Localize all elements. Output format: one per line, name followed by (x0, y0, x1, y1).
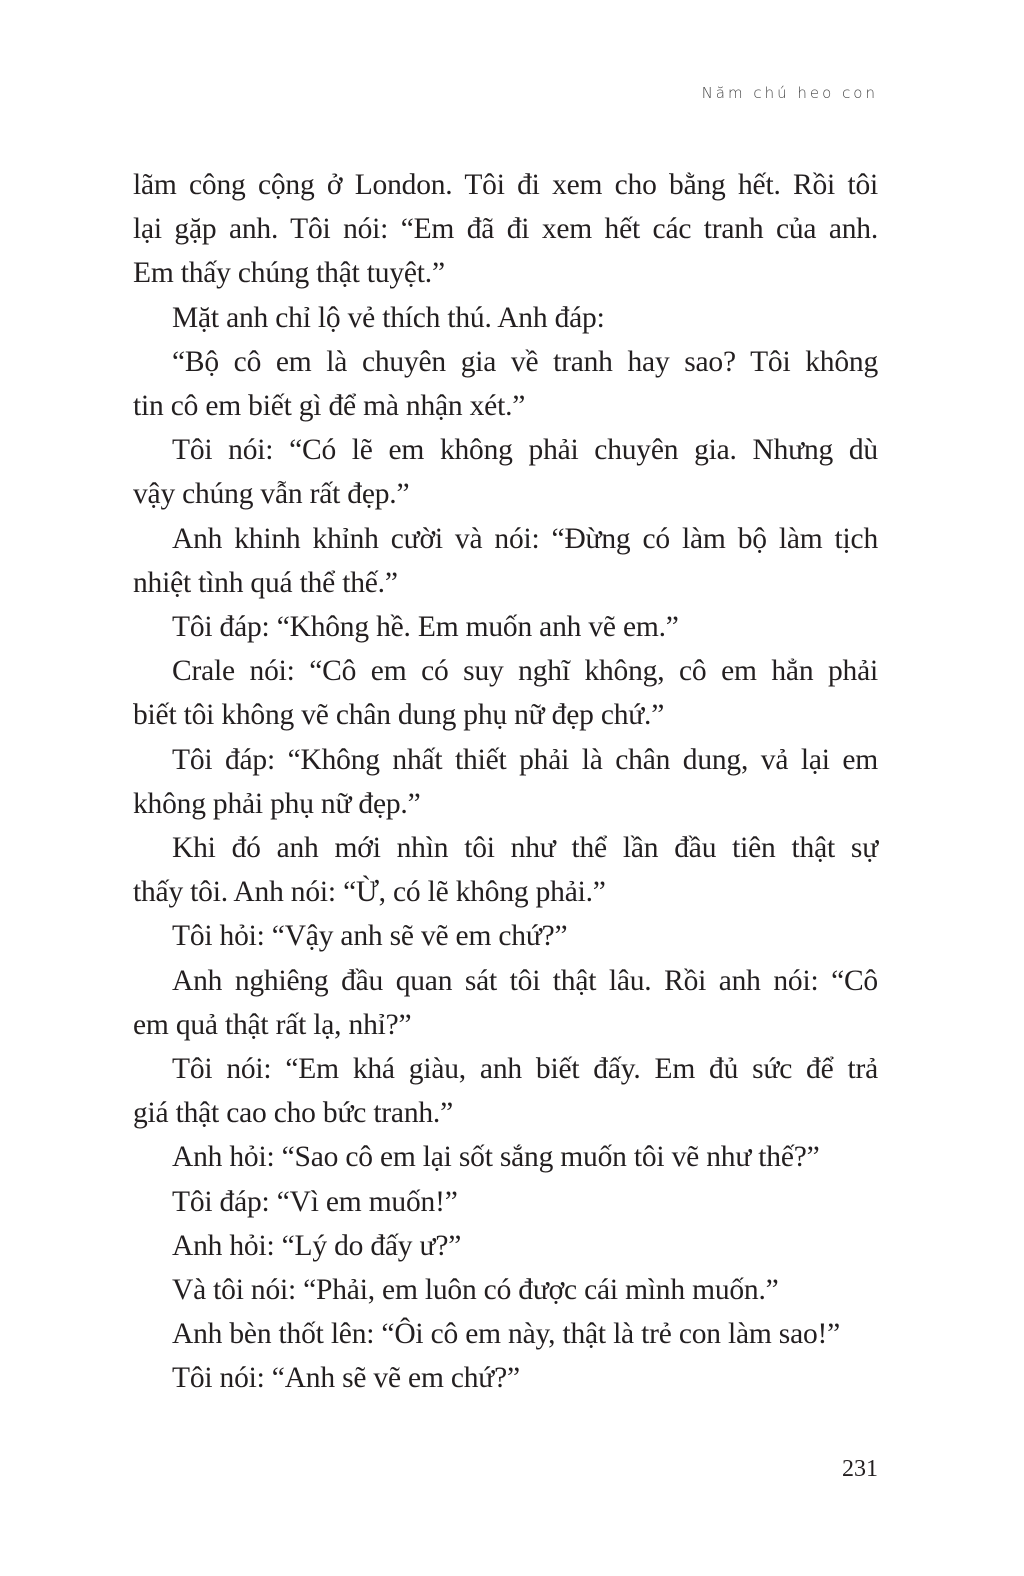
paragraph (133, 517, 878, 605)
text-line: Tôi đáp: “Vì em muốn!” (172, 1185, 458, 1218)
paragraph (133, 649, 878, 737)
text-line: Anh bèn thốt lên: “Ôi cô em này, thật là trẻ con làm sao!” (172, 1318, 841, 1351)
text-line: Anh hỏi: “Sao cô em lại sốt sắng muốn tôi vẽ như thế?” (172, 1141, 820, 1174)
paragraph (133, 826, 878, 914)
paragraph (133, 605, 878, 649)
text-line: Và tôi nói: “Phải, em luôn có được cái mình muốn.” (172, 1274, 779, 1307)
paragraph (133, 1224, 878, 1268)
text-line: lại gặp anh. Tôi nói: “Em đã đi xem hết các tranh của anh. (133, 213, 878, 246)
page-number: 231 (842, 1456, 878, 1482)
text-line: Tôi nói: “Có lẽ em không phải chuyên gia. Nhưng dù (172, 434, 878, 467)
paragraph (133, 914, 878, 958)
text-line: Crale nói: “Cô em có suy nghĩ không, cô em hẳn phải (172, 655, 878, 688)
paragraph (133, 1312, 878, 1356)
text-line: Anh hỏi: “Lý do đấy ư?” (172, 1229, 462, 1262)
text-line: Mặt anh chỉ lộ vẻ thích thú. Anh đáp: (172, 301, 605, 334)
text-line: Em thấy chúng thật tuyệt.” (133, 257, 445, 290)
text-line: Tôi đáp: “Không hề. Em muốn anh vẽ em.” (172, 611, 679, 644)
text-line: vậy chúng vẫn rất đẹp.” (133, 478, 410, 511)
text-line: Khi đó anh mới nhìn tôi như thể lần đầu tiên thật sự (172, 832, 878, 865)
text-line: Anh khinh khỉnh cười và nói: “Đừng có làm bộ làm tịch (172, 522, 878, 555)
paragraph (133, 428, 878, 516)
paragraph (133, 340, 878, 428)
paragraph (133, 959, 878, 1047)
text-line: “Bộ cô em là chuyên gia về tranh hay sao? Tôi không (172, 345, 878, 378)
paragraph (133, 1180, 878, 1224)
running-head: Năm chú heo con (701, 84, 878, 102)
text-line: Tôi đáp: “Không nhất thiết phải là chân dung, vả lại em (172, 743, 878, 776)
body-text (133, 163, 878, 1401)
text-line: em quả thật rất lạ, nhỉ?” (133, 1008, 412, 1041)
text-line: thấy tôi. Anh nói: “Ừ, có lẽ không phải.” (133, 876, 606, 909)
paragraph (133, 1356, 878, 1400)
text-line: Tôi hỏi: “Vậy anh sẽ vẽ em chứ?” (172, 920, 568, 953)
text-line: Tôi nói: “Em khá giàu, anh biết đấy. Em đủ sức để trả (172, 1053, 878, 1086)
text-line: lãm công cộng ở London. Tôi đi xem cho bằng hết. Rồi tôi (133, 169, 878, 201)
text-line: Anh nghiêng đầu quan sát tôi thật lâu. Rồi anh nói: “Cô (172, 964, 878, 997)
text-line: biết tôi không vẽ chân dung phụ nữ đẹp chứ.” (133, 699, 665, 732)
text-line: Tôi nói: “Anh sẽ vẽ em chứ?” (172, 1362, 520, 1395)
paragraph (133, 738, 878, 826)
paragraph (133, 296, 878, 340)
paragraph (133, 163, 878, 296)
paragraph (133, 1268, 878, 1312)
text-line: giá thật cao cho bức tranh.” (133, 1097, 453, 1130)
paragraph (133, 1047, 878, 1135)
text-line: nhiệt tình quá thể thế.” (133, 566, 398, 599)
text-line: tin cô em biết gì để mà nhận xét.” (133, 390, 526, 423)
text-line: không phải phụ nữ đẹp.” (133, 787, 421, 820)
paragraph (133, 1135, 878, 1179)
